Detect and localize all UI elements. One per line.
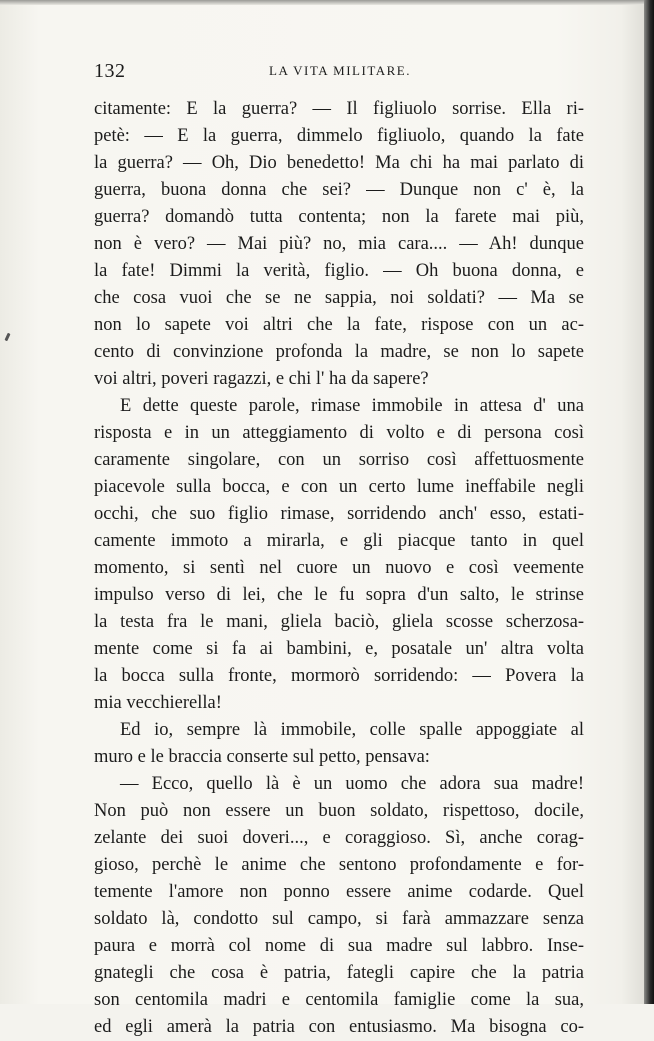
text-line: mia vecchierella!	[94, 693, 222, 713]
page-header	[94, 60, 586, 84]
text-line: camente immoto a mirarla, e gli piacque tanto in quel	[94, 531, 584, 551]
text-line: voi altri, poveri ragazzi, e chi l' ha da sapere?	[94, 369, 429, 389]
text-line: temente l'amore non ponno essere anime codarde. Quel	[94, 882, 584, 902]
text-line: la guerra? — Oh, Dio benedetto! Ma chi ha mai parlato di	[94, 153, 584, 173]
text-line: E dette queste parole, rimase immobile in attesa d' una	[120, 396, 584, 416]
page-top-shadow	[0, 0, 654, 5]
margin-speck	[4, 333, 10, 342]
text-line: che cosa vuoi che se ne sappia, noi soldati? — Ma se	[94, 288, 584, 308]
text-line: muro e le braccia conserte sul petto, pensava:	[94, 747, 430, 767]
text-line: piacevole sulla bocca, e con un certo lume ineffabile negli	[94, 477, 584, 497]
running-head: LA VITA MILITARE.	[269, 63, 411, 78]
text-line: gnategli che cosa è patria, fategli capire che la patria	[94, 963, 584, 983]
text-line: guerra, buona donna che sei? — Dunque non c' è, la	[94, 180, 584, 200]
text-line: caramente singolare, con un sorriso così affettuosmente	[94, 450, 584, 470]
text-line: zelante dei suoi doveri..., e coraggioso. Sì, anche corag-	[94, 828, 584, 848]
text-line: mente come si fa ai bambini, e, posatale un' altra volta	[94, 639, 584, 659]
text-line: son centomila madri e centomila famiglie come la sua,	[94, 990, 584, 1010]
text-line: petè: — E la guerra, dimmelo figliuolo, quando la fate	[94, 126, 584, 146]
text-line: la fate! Dimmi la verità, figlio. — Oh buona donna, e	[94, 261, 584, 281]
text-line: citamente: E la guerra? — Il figliuolo sorrise. Ella ri-	[94, 99, 584, 119]
text-line: cento di convinzione profonda la madre, se non lo sapete	[94, 342, 584, 362]
text-line: ed egli amerà la patria con entusiasmo. Ma bisogna co-	[94, 1017, 584, 1037]
page-number: 132	[94, 60, 126, 82]
text-line: la testa fra le mani, gliela baciò, gliela scosse scherzosa-	[94, 612, 584, 632]
text-line: — Ecco, quello là è un uomo che adora sua madre!	[120, 774, 584, 794]
text-line: soldato là, condotto sul campo, si farà ammazzare senza	[94, 909, 584, 929]
text-line: gioso, perchè le anime che sentono profondamente e for-	[94, 855, 584, 875]
text-line: Non può non essere un buon soldato, rispettoso, docile,	[94, 801, 584, 821]
text-line: risposta e in un atteggiamento di volto e di persona così	[94, 423, 584, 443]
text-line: impulso verso di lei, che le fu sopra d'un salto, le strinse	[94, 585, 584, 605]
text-line: guerra? domandò tutta contenta; non la farete mai più,	[94, 207, 584, 227]
text-line: paura e morrà col nome di sua madre sul labbro. Inse-	[94, 936, 584, 956]
text-line: non è vero? — Mai più? no, mia cara.... — Ah! dunque	[94, 234, 584, 254]
text-line: occhi, che suo figlio rimase, sorridendo anch' esso, estati-	[94, 504, 584, 524]
text-line: la bocca sulla fronte, mormorò sorridendo: — Povera la	[94, 666, 584, 686]
page-binding-shadow	[644, 0, 654, 1004]
text-line: non lo sapete voi altri che la fate, rispose con un ac-	[94, 315, 584, 335]
text-line: Ed io, sempre là immobile, colle spalle appoggiate al	[120, 720, 584, 740]
body-text	[94, 96, 584, 1041]
text-line: momento, si sentì nel cuore un nuovo e così veemente	[94, 558, 584, 578]
